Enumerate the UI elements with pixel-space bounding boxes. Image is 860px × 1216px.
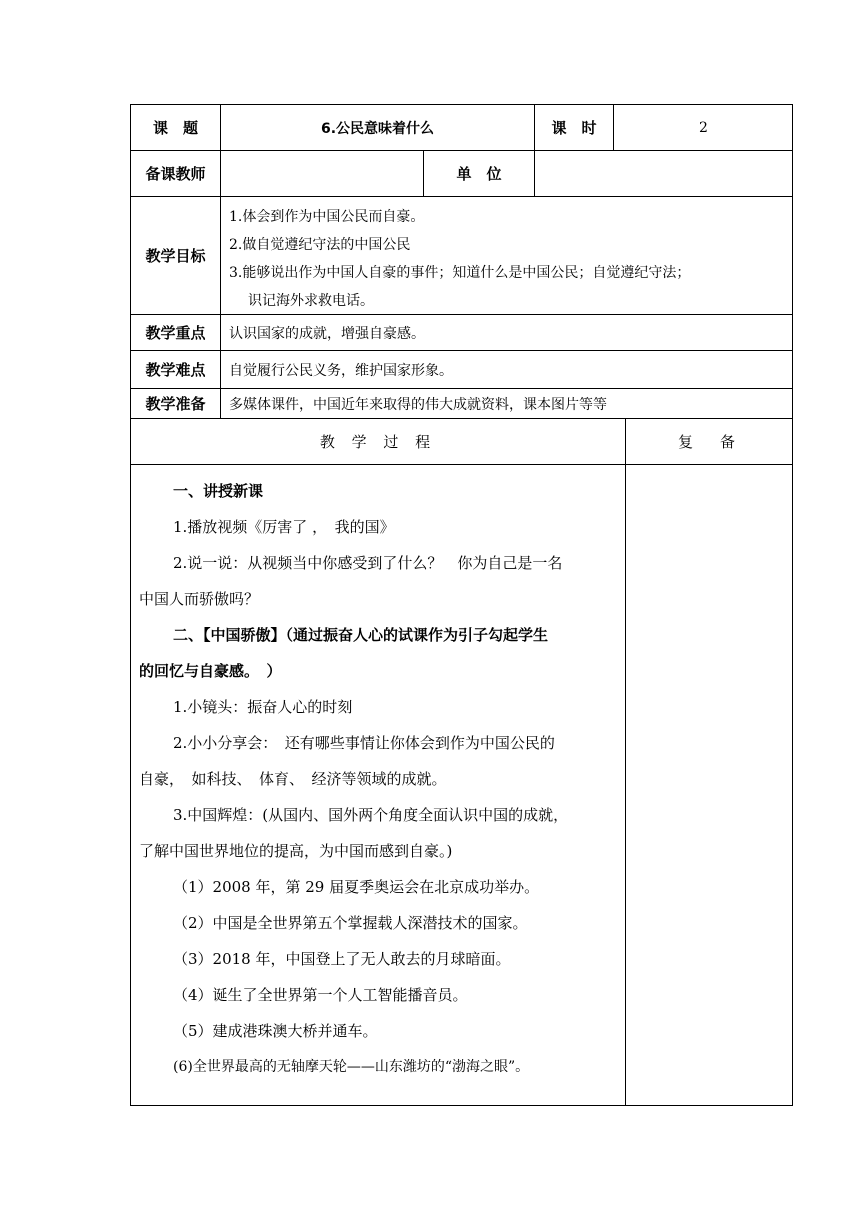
process-line: 2.说一说：从视频当中你感受到了什么？ 你为自己是一名: [173, 554, 563, 572]
row-teacher: [130, 150, 793, 196]
unit-value: [534, 151, 793, 196]
teacher-value: [220, 151, 423, 196]
process-line: 二、【中国骄傲】（通过振奋人心的试课作为引子勾起学生: [173, 626, 549, 644]
process-line: （2）中国是全世界第五个掌握载人深潜技术的国家。: [173, 914, 528, 932]
process-line: （4）诞生了全世界第一个人工智能播音员。: [173, 986, 468, 1004]
topic-label: 课 题: [152, 119, 198, 137]
process-line: 了解中国世界地位的提高，为中国而感到自豪。): [139, 842, 453, 860]
row-difficulty: [130, 350, 793, 388]
hours-value: 2: [613, 105, 793, 150]
process-line: （1）2008 年，第 29 届夏季奥运会在北京成功举办。: [173, 878, 540, 896]
row-key-point: [130, 314, 793, 350]
difficulty-label: 教学难点: [145, 361, 206, 379]
row-preparation: [130, 388, 793, 418]
teacher-label: 备课教师: [145, 165, 206, 183]
goal-item: 3.能够说出作为中国人自豪的事件；知道什么是中国公民；自觉遵纪守法；: [229, 265, 691, 281]
goals-label: 教学目标: [145, 247, 206, 265]
process-line: （5）建成港珠澳大桥并通车。: [173, 1022, 378, 1040]
row-topic: [130, 104, 793, 150]
row-process-body: [130, 464, 793, 1106]
process-line: 1.小镜头：振奋人心的时刻: [173, 698, 353, 716]
review-header: 复 备: [625, 419, 793, 464]
preparation-value: 多媒体课件，中国近年来取得的伟大成就资料，课本图片等等: [220, 389, 793, 418]
process-line: 的回忆与自豪感。 ）: [139, 662, 282, 680]
lesson-plan-table: [130, 104, 793, 1106]
difficulty-value: 自觉履行公民义务，维护国家形象。: [220, 351, 793, 388]
goal-item: 1.体会到作为中国公民而自豪。: [229, 209, 425, 225]
process-line: 自豪， 如科技、 体育、 经济等领域的成就。: [139, 770, 447, 788]
key-point-label: 教学重点: [145, 324, 206, 342]
process-line: 2.小小分享会： 还有哪些事情让你体会到作为中国公民的: [173, 734, 555, 752]
goals-list: [220, 197, 793, 314]
goal-item: 识记海外求救电话。: [248, 293, 374, 309]
process-line: (6)全世界最高的无轴摩天轮——山东潍坊的“渤海之眼”。: [173, 1059, 530, 1075]
process-body: [131, 465, 625, 1105]
topic-value: 6.公民意味着什么: [220, 105, 534, 150]
process-header: 教 学 过 程: [319, 433, 437, 451]
process-line: 3.中国辉煌：(从国内、国外两个角度全面认识中国的成就，: [173, 806, 569, 824]
hours-label: 课 时: [534, 105, 613, 150]
preparation-label: 教学准备: [145, 395, 206, 413]
process-line: 1.播放视频《厉害了 ， 我的国》: [173, 518, 395, 536]
row-process-header: [130, 418, 793, 464]
key-point-value: 认识国家的成就，增强自豪感。: [220, 315, 793, 350]
row-goals: [130, 196, 793, 314]
process-line: （3）2018 年，中国登上了无人敢去的月球暗面。: [173, 950, 511, 968]
process-line: 中国人而骄傲吗？: [139, 590, 260, 608]
goal-item: 2.做自觉遵纪守法的中国公民: [229, 237, 411, 253]
unit-label: 单 位: [423, 151, 534, 196]
review-column: [625, 465, 793, 1105]
process-line: 一、讲授新课: [173, 482, 264, 500]
